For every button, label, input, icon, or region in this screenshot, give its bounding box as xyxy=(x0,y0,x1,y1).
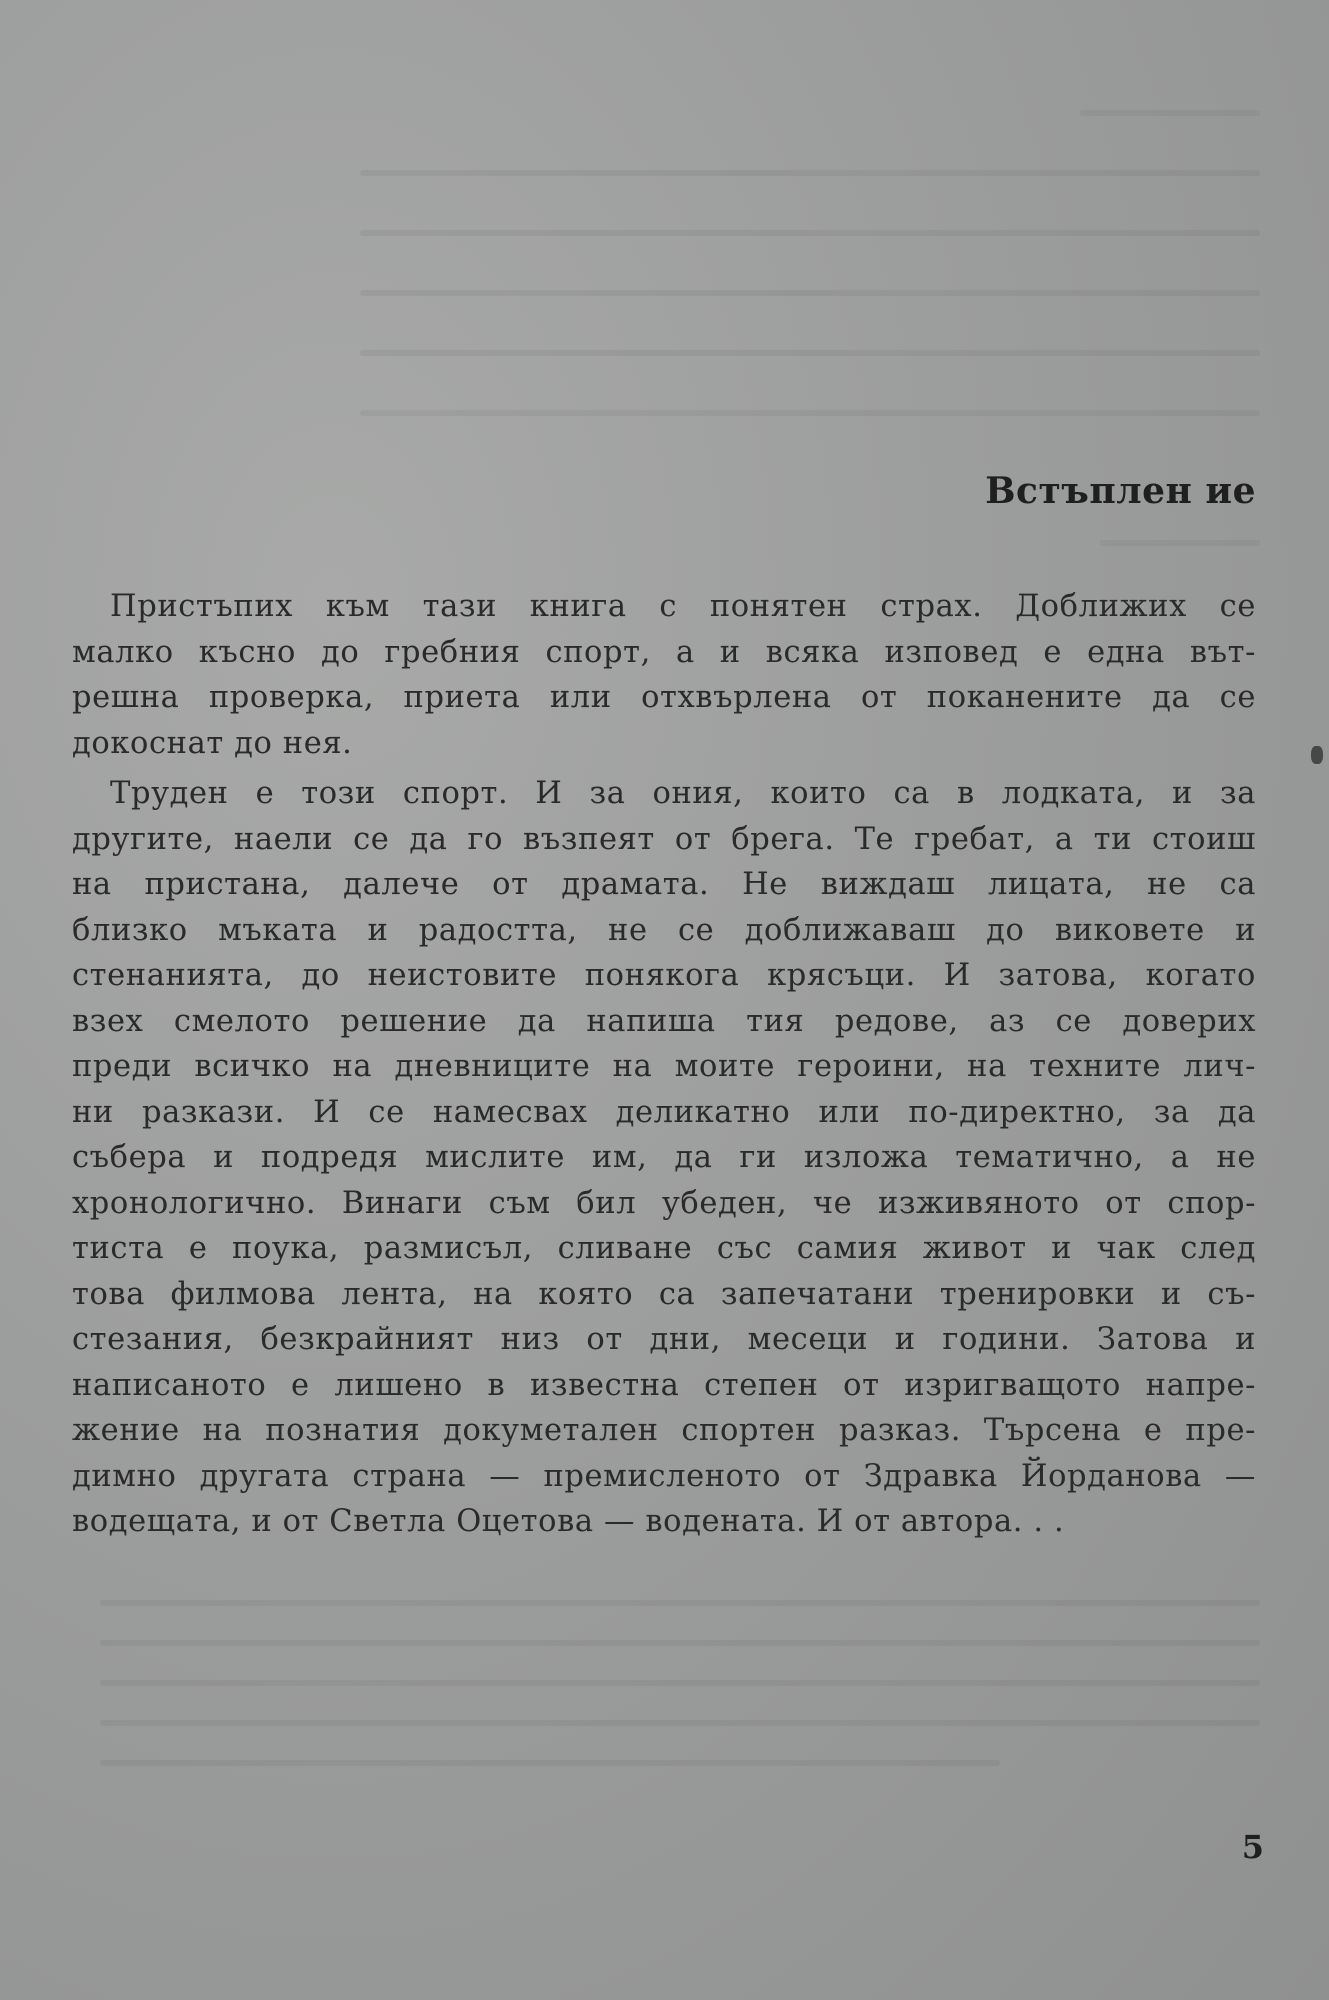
body-text xyxy=(72,584,1256,1550)
text-line: тиста е поука, размисъл, сливане със самия живот и чак след xyxy=(72,1231,1256,1266)
text-line: стенанията, до неистовите понякога крясъци. И затова, когато xyxy=(72,958,1256,993)
text-line: това филмова лента, на която са запечатани тренировки и съ- xyxy=(72,1276,1256,1312)
page-number: 5 xyxy=(1241,1828,1264,1866)
text-line: ни разкази. И се намесвах деликатно или по-директно, за да xyxy=(72,1094,1256,1130)
text-line: малко късно до гребния спорт, а и всяка изповед е една вът- xyxy=(72,634,1256,670)
text-line: преди всичко на дневниците на моите героини, на техните лич- xyxy=(72,1049,1256,1084)
text-line: на пристана, далече от драмата. Не виждаш лицата, не са xyxy=(72,867,1256,902)
text-line: хронологично. Винаги съм бил убеден, че изживяното от спор- xyxy=(72,1185,1256,1221)
text-line: докоснат до нея. xyxy=(72,725,353,761)
text-line: написаното е лишено в известна степен от изригващото напре- xyxy=(72,1367,1256,1403)
text-line: взех смелото решение да напиша тия редове, аз се доверих xyxy=(72,1003,1256,1039)
text-line: близко мъката и радостта, не се доближаваш до виковете и xyxy=(72,912,1256,948)
paragraph-1 xyxy=(72,584,1256,766)
text-line: Труден е този спорт. И за ония, които са в лодката, и за xyxy=(110,776,1256,811)
text-line: решна проверка, приета или отхвърлена от поканените да се xyxy=(72,680,1256,715)
text-line: другите, наели се да го възпеят от брега. Те гребат, а ти стоиш xyxy=(72,821,1256,857)
paragraph-2 xyxy=(72,771,1256,1545)
text-line: жение на познатия докуметален спортен разказ. Търсена е пре- xyxy=(72,1413,1256,1448)
text-line: събера и подредя мислите им, да ги изложа тематично, а не xyxy=(72,1140,1256,1175)
text-line: димно другата страна — премисленото от Здравка Йорданова — xyxy=(72,1458,1256,1494)
chapter-title: Встъплен ие xyxy=(985,470,1256,512)
text-line: Пристъпих към тази книга с понятен страх. Доближих се xyxy=(110,589,1256,624)
ink-speck xyxy=(1311,746,1323,764)
text-line: водещата, и от Светла Оцетова — водената. И от автора. . . xyxy=(72,1504,1065,1539)
text-line: стезания, безкрайният низ от дни, месеци и години. Затова и xyxy=(72,1322,1256,1357)
